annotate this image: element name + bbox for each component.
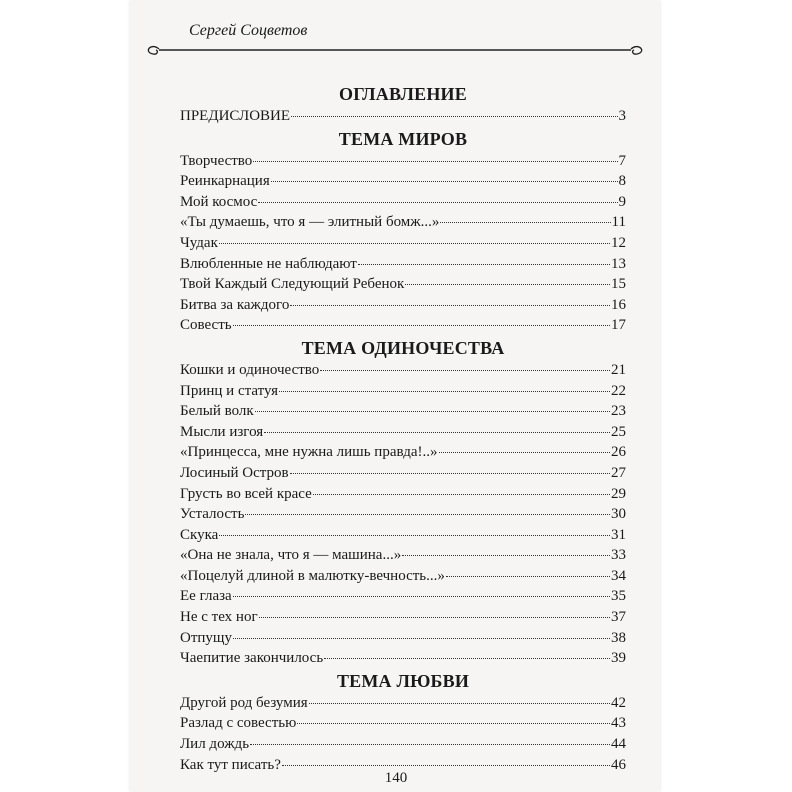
- entry-title: Лосиный Остров: [180, 464, 289, 481]
- toc-entry: [180, 295, 626, 316]
- dot-leader: [233, 638, 610, 639]
- section-title: ТЕМА МИРОВ: [338, 128, 468, 149]
- entry-page: 16: [611, 296, 626, 313]
- entry-title: Совесть: [180, 317, 232, 334]
- dot-leader: [219, 535, 610, 536]
- entry-title: ПРЕДИСЛОВИЕ: [180, 108, 291, 124]
- toc-title: ОГЛАВЛЕНИЕ: [339, 84, 467, 104]
- dot-leader: [439, 452, 611, 453]
- entry-page: 12: [611, 234, 626, 251]
- dot-leader: [250, 744, 610, 745]
- entry-title: Лил дождь: [180, 736, 250, 753]
- toc-entry: [180, 233, 626, 254]
- section-title: ТЕМА ОДИНОЧЕСТВА: [301, 337, 505, 358]
- entry-title: Не с тех ног: [180, 609, 258, 626]
- entry-page: 7: [618, 152, 626, 169]
- entry-title: Творчество: [180, 152, 253, 169]
- toc-entry: [180, 484, 626, 505]
- dot-leader: [253, 161, 617, 162]
- entry-page: 34: [611, 567, 626, 584]
- entry-title: Кошки и одиночество: [180, 361, 320, 378]
- dot-leader: [290, 473, 610, 474]
- dot-leader: [264, 432, 610, 433]
- running-header-author: Сергей Соцветов: [189, 22, 308, 39]
- entry-page: 35: [611, 588, 626, 605]
- entry-title: Твой Каждый Следующий Ребенок: [180, 276, 405, 293]
- toc-entry: [180, 504, 626, 525]
- toc-entry: [180, 212, 626, 233]
- entry-title: Скука: [180, 526, 219, 543]
- entry-page: 43: [611, 715, 626, 732]
- dot-leader: [402, 555, 610, 556]
- toc-entry: [180, 401, 626, 422]
- dot-leader: [279, 391, 610, 392]
- dot-leader: [440, 222, 610, 223]
- entry-title: Ее глаза: [180, 588, 232, 605]
- toc-entry: [180, 628, 626, 649]
- entry-page: 21: [611, 361, 626, 378]
- entry-page: 44: [611, 736, 626, 753]
- entry-page: 3: [618, 108, 626, 124]
- dot-leader: [297, 723, 610, 724]
- entry-title: Мой космос: [180, 193, 258, 210]
- entry-title: Разлад с совестью: [180, 715, 297, 732]
- dot-leader: [219, 243, 610, 244]
- entry-title: Чудак: [180, 234, 218, 251]
- toc-entry: [180, 545, 626, 566]
- toc-entry: [180, 192, 626, 213]
- entry-title: Как тут писать?: [180, 756, 281, 773]
- entry-page: 26: [611, 444, 626, 461]
- entry-page: 37: [611, 609, 626, 626]
- entry-title: Принц и статуя: [180, 382, 278, 399]
- dot-leader: [233, 325, 610, 326]
- section-title: ТЕМА ЛЮБВИ: [336, 670, 470, 691]
- entry-title: Белый волк: [180, 403, 254, 420]
- entry-page: 8: [618, 173, 626, 190]
- page-number: 140: [384, 770, 408, 786]
- dot-leader: [324, 658, 610, 659]
- toc-entry: [180, 713, 626, 734]
- entry-page: 33: [611, 547, 626, 564]
- entry-page: 13: [611, 255, 626, 272]
- toc-sections: [180, 127, 626, 776]
- entry-page: 42: [611, 694, 626, 711]
- toc-entry: [180, 360, 626, 381]
- entry-page: 11: [611, 214, 626, 231]
- entry-page: 38: [611, 629, 626, 646]
- dot-leader: [358, 264, 610, 265]
- dot-leader: [291, 116, 617, 117]
- dot-leader: [309, 703, 610, 704]
- dot-leader: [259, 617, 610, 618]
- dot-leader: [446, 576, 610, 577]
- entry-page: 17: [611, 317, 626, 334]
- table-of-contents: [180, 82, 626, 775]
- entry-title: «Принцесса, мне нужна лишь правда!..»: [180, 444, 438, 461]
- entry-page: 39: [611, 650, 626, 667]
- toc-entry: [180, 525, 626, 546]
- toc-entry: [180, 171, 626, 192]
- dot-leader: [271, 181, 618, 182]
- entry-title: «Она не знала, что я — машина...»: [180, 547, 402, 564]
- toc-entry: [180, 151, 626, 172]
- entry-page: 30: [611, 506, 626, 523]
- toc-entry: [180, 442, 626, 463]
- toc-entry: [180, 566, 626, 587]
- dot-leader: [258, 202, 617, 203]
- dot-leader: [290, 305, 610, 306]
- entry-page: 22: [611, 382, 626, 399]
- entry-title: Другой род безумия: [180, 694, 308, 711]
- dot-leader: [245, 514, 610, 515]
- dot-leader: [233, 596, 610, 597]
- dot-leader: [282, 765, 610, 766]
- entry-page: 15: [611, 276, 626, 293]
- toc-entry: [180, 381, 626, 402]
- entry-title: Влюбленные не наблюдают: [180, 255, 357, 272]
- decorative-header-rule: [145, 40, 645, 60]
- entry-title: «Ты думаешь, что я — элитный бомж...»: [180, 214, 440, 231]
- entry-page: 29: [611, 485, 626, 502]
- toc-entry: [180, 463, 626, 484]
- entry-title: «Поцелуй длиной в малютку-вечность...»: [180, 567, 445, 584]
- toc-entry: [180, 254, 626, 275]
- entry-page: 9: [618, 193, 626, 210]
- toc-entry: [180, 315, 626, 336]
- dot-leader: [313, 494, 610, 495]
- dot-leader: [405, 284, 610, 285]
- entry-page: 31: [611, 526, 626, 543]
- entry-title: Чаепитие закончилось: [180, 650, 324, 667]
- dot-leader: [255, 411, 610, 412]
- entry-title: Битва за каждого: [180, 296, 290, 313]
- entry-title: Усталость: [180, 506, 245, 523]
- entry-title: Мысли изгоя: [180, 423, 264, 440]
- entry-page: 23: [611, 403, 626, 420]
- toc-entry: [180, 422, 626, 443]
- dot-leader: [320, 370, 610, 371]
- toc-entry: [180, 693, 626, 714]
- toc-entry: [180, 734, 626, 755]
- entry-title: Отпущу: [180, 629, 232, 646]
- entry-title: Реинкарнация: [180, 173, 270, 190]
- entry-title: Грусть во всей красе: [180, 485, 312, 502]
- toc-entry-preface: [180, 106, 626, 127]
- toc-entry: [180, 586, 626, 607]
- entry-page: 46: [611, 756, 626, 773]
- entry-page: 27: [611, 464, 626, 481]
- toc-entry: [180, 648, 626, 669]
- toc-entry: [180, 607, 626, 628]
- toc-entry: [180, 274, 626, 295]
- entry-page: 25: [611, 423, 626, 440]
